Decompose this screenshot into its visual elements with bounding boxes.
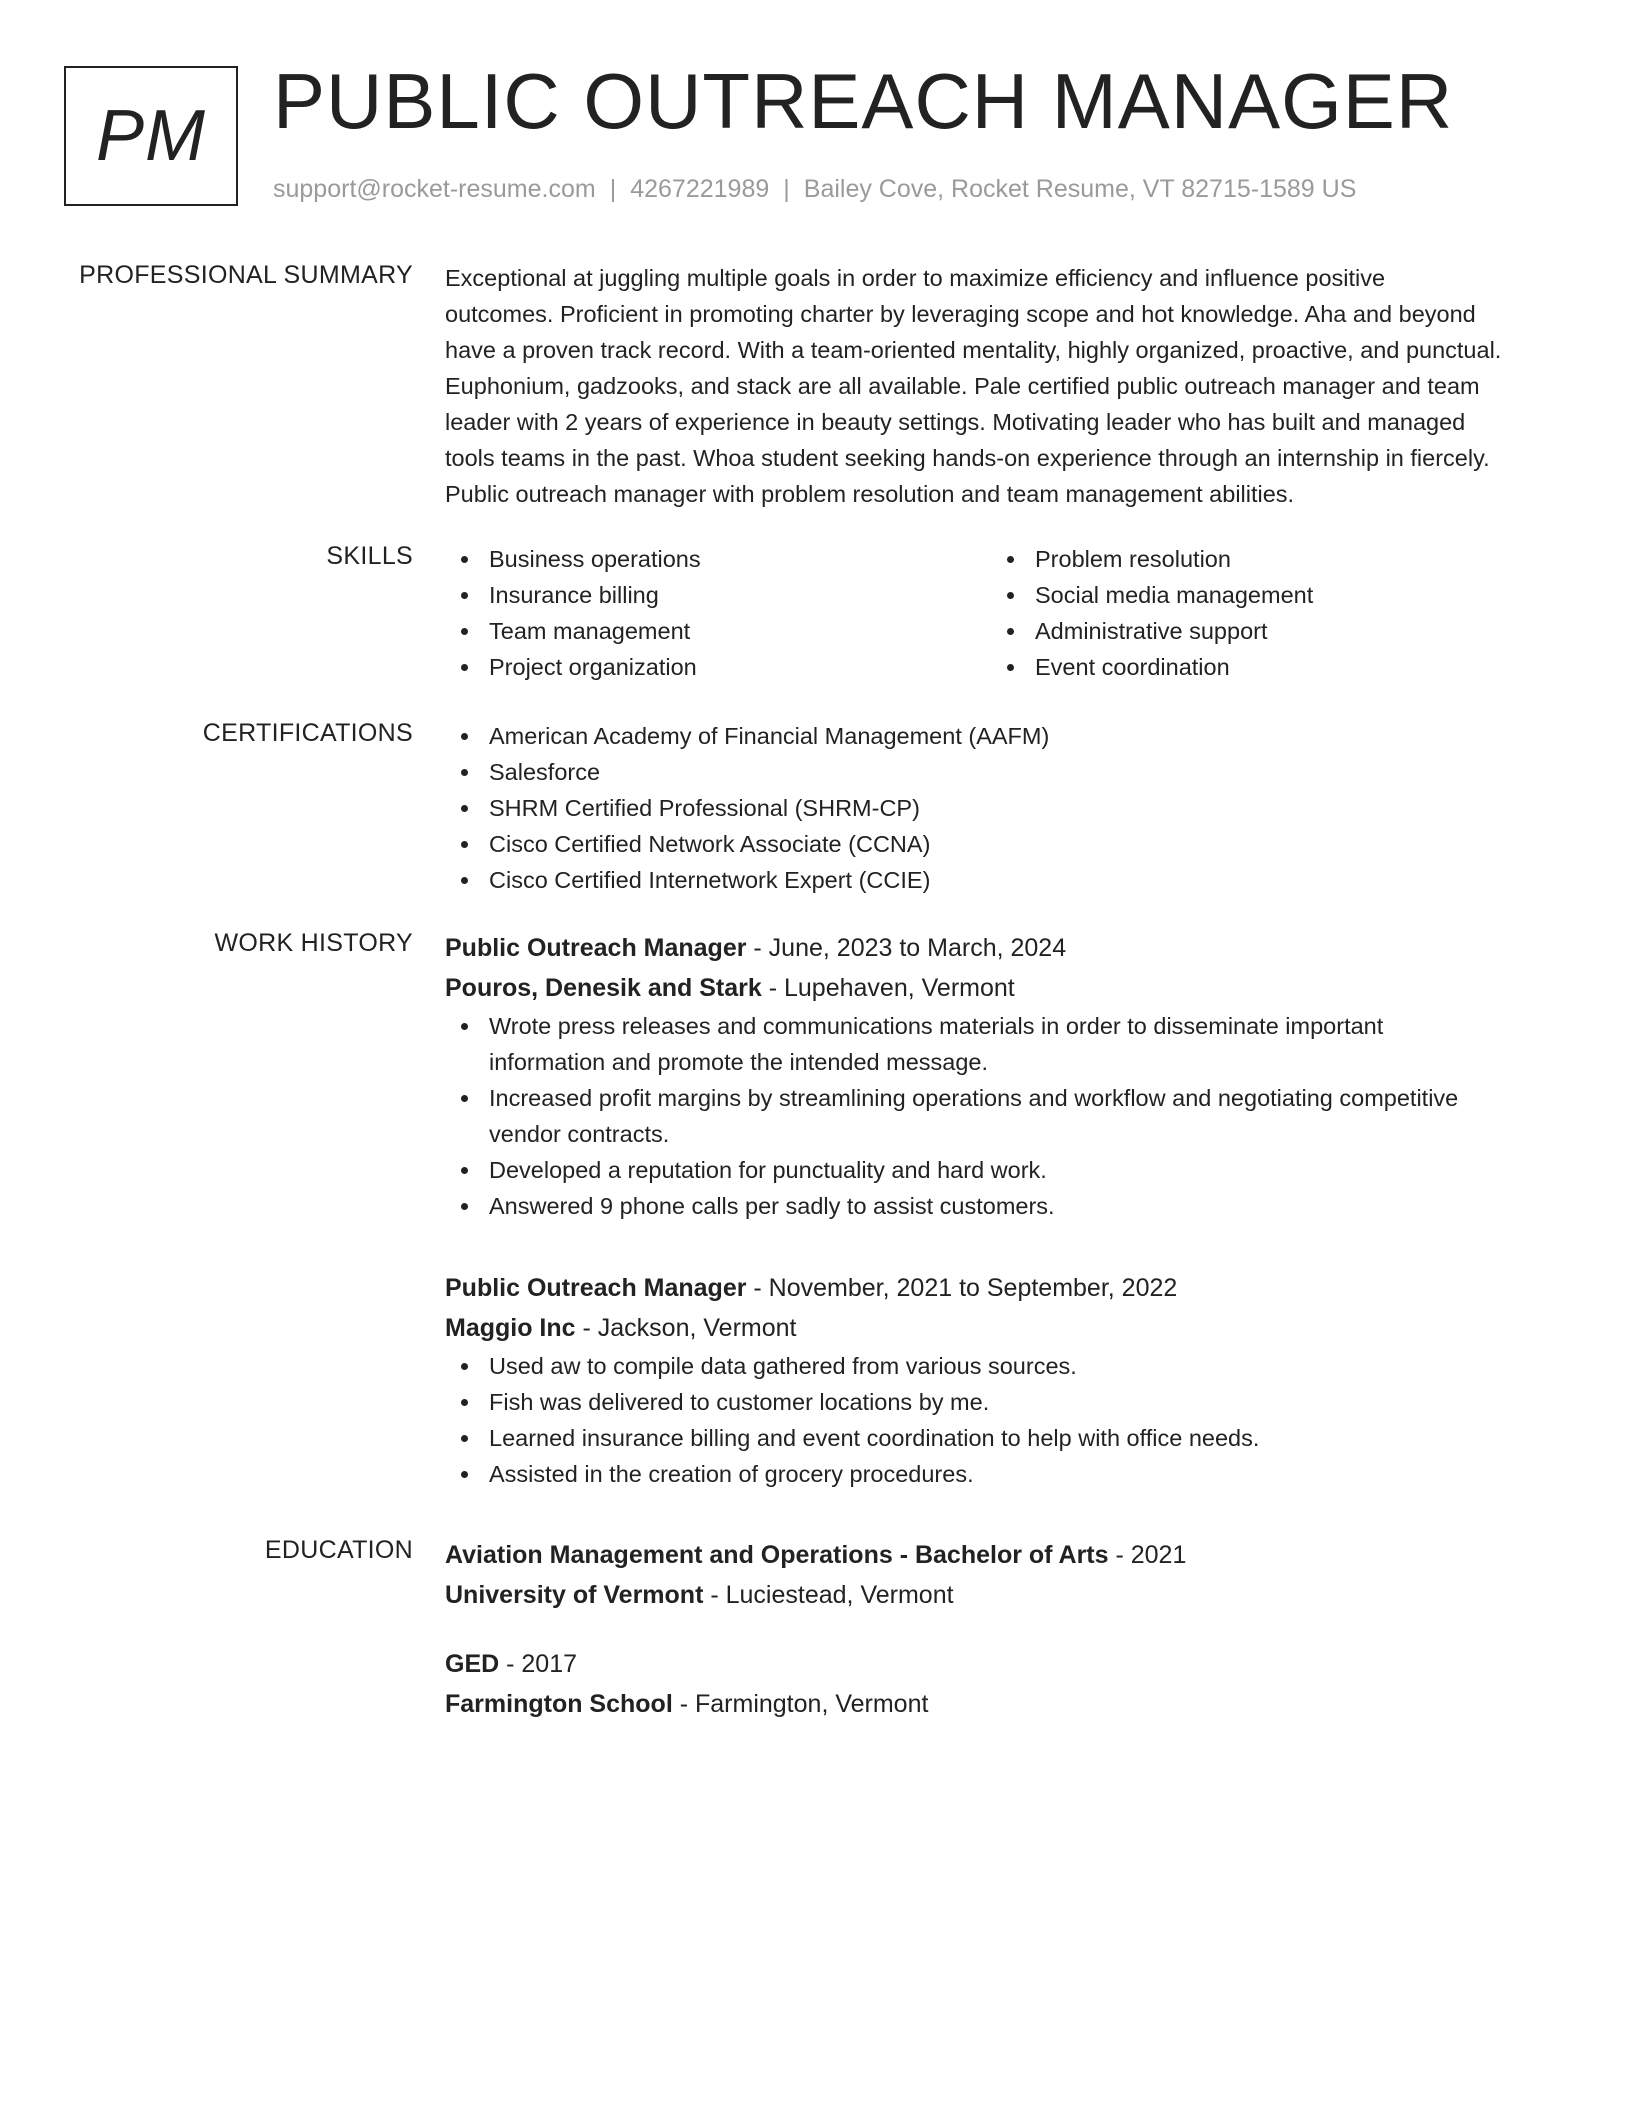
section-label-certifications: CERTIFICATIONS: [202, 719, 413, 747]
education-entry: [445, 1644, 1550, 1724]
education-degree: Aviation Management and Operations - Bachelor of Arts: [445, 1541, 1109, 1569]
skills-body: [445, 541, 1550, 685]
contact-phone[interactable]: 4267221989: [630, 175, 770, 203]
list-item: American Academy of Financial Management (AAFM): [445, 718, 1550, 754]
section-label-education: EDUCATION: [264, 1536, 413, 1564]
list-item: Project organization: [445, 649, 991, 685]
section-label-summary: PROFESSIONAL SUMMARY: [79, 261, 413, 289]
education-school: Farmington School: [445, 1690, 673, 1718]
contact-separator: |: [609, 175, 617, 203]
education-location: - Farmington, Vermont: [672, 1690, 929, 1718]
education-school: University of Vermont: [445, 1581, 704, 1609]
contact-address: Bailey Cove, Rocket Resume, VT 82715-1589 US: [803, 175, 1357, 203]
list-item: Used aw to compile data gathered from various sources.: [445, 1348, 1550, 1384]
duty-line: Increased profit margins by streamlining operations and workflow and negotiating competitive: [489, 1085, 1459, 1111]
skills-list-left: [445, 541, 991, 685]
education-school-line: [445, 1575, 1550, 1615]
job-dates: - November, 2021 to September, 2022: [746, 1274, 1178, 1302]
job-entry: [445, 1268, 1550, 1492]
education-body: [445, 1535, 1550, 1615]
job-title: Public Outreach Manager: [445, 1274, 747, 1302]
job-dates: - June, 2023 to March, 2024: [746, 934, 1067, 962]
education-year: - 2017: [499, 1650, 578, 1678]
work-history-body-2: [445, 1268, 1550, 1492]
list-item: SHRM Certified Professional (SHRM-CP): [445, 790, 1550, 826]
summary-line: leader with 2 years of experience in beauty settings. Motivating leader who has built and managed: [445, 409, 1466, 435]
education-body-2: [445, 1644, 1550, 1724]
list-item: [445, 1008, 1550, 1080]
list-item: Problem resolution: [991, 541, 1537, 577]
job-title-line: [445, 1268, 1550, 1308]
list-item: Learned insurance billing and event coordination to help with office needs.: [445, 1420, 1550, 1456]
certifications-body: [445, 718, 1550, 898]
job-entry: [445, 928, 1550, 1224]
skills-list-right: [991, 541, 1537, 685]
duty-line: information and promote the intended message.: [489, 1049, 989, 1075]
list-item: Salesforce: [445, 754, 1550, 790]
summary-line: Exceptional at juggling multiple goals in order to maximize efficiency and influence positive: [445, 265, 1386, 291]
list-item: Assisted in the creation of grocery procedures.: [445, 1456, 1550, 1492]
job-company: Pouros, Denesik and Stark: [445, 974, 762, 1002]
summary-body: [445, 260, 1550, 512]
education-location: - Luciestead, Vermont: [703, 1581, 954, 1609]
list-item: Business operations: [445, 541, 991, 577]
job-company: Maggio Inc: [445, 1314, 576, 1342]
job-org-line: [445, 968, 1550, 1008]
job-title: Public Outreach Manager: [445, 934, 747, 962]
education-school-line: [445, 1684, 1550, 1724]
list-item: [445, 1080, 1550, 1152]
skills-grid: [445, 541, 1550, 685]
list-item: Insurance billing: [445, 577, 991, 613]
education-year: - 2021: [1108, 1541, 1187, 1569]
contact-separator: |: [783, 175, 790, 203]
list-item: Cisco Certified Network Associate (CCNA): [445, 826, 1550, 862]
section-label-work-history: WORK HISTORY: [214, 929, 413, 957]
monogram-logo: PM: [64, 66, 238, 206]
job-location: - Jackson, Vermont: [575, 1314, 797, 1342]
summary-line: outcomes. Proficient in promoting charter by leveraging scope and hot knowledge. Aha and beyond: [445, 301, 1476, 327]
list-item: Social media management: [991, 577, 1537, 613]
job-duties-list: [445, 1348, 1550, 1492]
list-item: Fish was delivered to customer locations by me.: [445, 1384, 1550, 1420]
list-item: Administrative support: [991, 613, 1537, 649]
education-degree: GED: [445, 1650, 500, 1678]
list-item: Team management: [445, 613, 991, 649]
summary-line: Euphonium, gadzooks, and stack are all available. Pale certified public outreach manager and team: [445, 373, 1480, 399]
contact-email[interactable]: support@rocket-resume.com: [273, 175, 596, 203]
education-degree-line: [445, 1535, 1550, 1575]
contact-info: [273, 174, 1356, 204]
summary-line: Public outreach manager with problem resolution and team management abilities.: [445, 481, 1295, 507]
list-item: Answered 9 phone calls per sadly to assist customers.: [445, 1188, 1550, 1224]
list-item: Developed a reputation for punctuality and hard work.: [445, 1152, 1550, 1188]
list-item: Event coordination: [991, 649, 1537, 685]
duty-line: vendor contracts.: [489, 1121, 670, 1147]
duty-line: Wrote press releases and communications materials in order to disseminate important: [489, 1013, 1384, 1039]
work-history-body: [445, 928, 1550, 1224]
page-title: PUBLIC OUTREACH MANAGER: [273, 57, 1454, 145]
certifications-list: [445, 718, 1550, 898]
job-location: - Lupehaven, Vermont: [761, 974, 1015, 1002]
education-degree-line: [445, 1644, 1550, 1684]
education-entry: [445, 1535, 1550, 1615]
summary-line: have a proven track record. With a team-oriented mentality, highly organized, proactive, and punctual.: [445, 337, 1502, 363]
summary-line: tools teams in the past. Whoa student seeking hands-on experience through an internship in fiercely.: [445, 445, 1490, 471]
job-title-line: [445, 928, 1550, 968]
section-label-skills: SKILLS: [326, 542, 413, 570]
job-duties-list: [445, 1008, 1550, 1224]
summary-text: [445, 260, 1550, 512]
job-org-line: [445, 1308, 1550, 1348]
list-item: Cisco Certified Internetwork Expert (CCIE): [445, 862, 1550, 898]
